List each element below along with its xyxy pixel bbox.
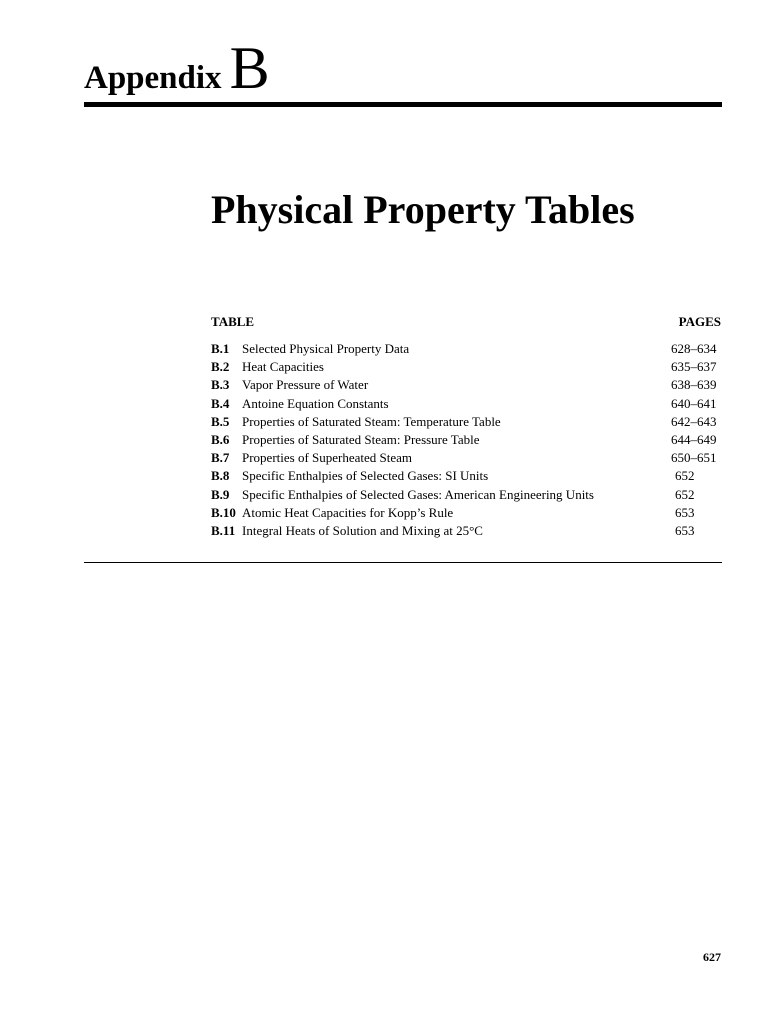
toc-page-range: 652 <box>675 486 695 502</box>
toc-row <box>211 522 722 540</box>
toc-table-title: Specific Enthalpies of Selected Gases: SI Units <box>242 468 489 484</box>
toc-table-title: Vapor Pressure of Water <box>242 377 369 393</box>
appendix-heading <box>84 35 270 101</box>
toc-row <box>211 340 722 358</box>
toc-row <box>211 486 722 504</box>
toc-table-title: Heat Capacities <box>242 359 324 375</box>
toc-page-range: 653 <box>675 504 695 520</box>
toc-page-range: 653 <box>675 522 695 538</box>
page-title: Physical Property Tables <box>211 187 635 232</box>
toc-table-number: B.7 <box>211 450 230 466</box>
toc-table-title: Properties of Superheated Steam <box>242 450 413 466</box>
toc-table-number: B.6 <box>211 431 230 447</box>
toc-row <box>211 504 722 522</box>
toc-table-number: B.8 <box>211 468 230 484</box>
toc-page-range: 652 <box>675 468 695 484</box>
toc-row <box>211 358 722 376</box>
toc-table-number: B.3 <box>211 377 230 393</box>
toc-table-title: Atomic Heat Capacities for Kopp’s Rule <box>242 504 454 520</box>
toc-row <box>211 376 722 394</box>
toc-page-range: 628–634 <box>671 341 717 356</box>
pages-column-header: PAGES <box>678 314 721 329</box>
toc-row <box>211 467 722 485</box>
toc-table-number: B.9 <box>211 486 230 502</box>
toc-table-number: B.5 <box>211 413 230 429</box>
toc-table-title: Properties of Saturated Steam: Pressure Table <box>242 431 480 447</box>
toc-row <box>211 449 722 467</box>
toc-table-number: B.10 <box>211 504 236 520</box>
toc-table-title: Properties of Saturated Steam: Temperature Table <box>242 413 501 429</box>
toc-page-range: 650–651 <box>671 450 717 466</box>
appendix-letter: B <box>229 35 270 101</box>
toc-table-title: Specific Enthalpies of Selected Gases: American Engineering Units <box>242 486 594 502</box>
heading-rule <box>84 102 722 107</box>
toc-table-title: Selected Physical Property Data <box>242 341 410 356</box>
toc-table-number: B.11 <box>211 522 236 538</box>
toc-page-range: 640–641 <box>671 395 717 411</box>
toc-table-title: Integral Heats of Solution and Mixing at 25°C <box>242 522 483 538</box>
toc-table-number: B.1 <box>211 341 230 356</box>
toc-row <box>211 431 722 449</box>
toc-row <box>211 413 722 431</box>
toc-page-range: 635–637 <box>671 359 717 375</box>
appendix-word: Appendix <box>84 60 222 96</box>
toc-row <box>211 395 722 413</box>
page-number: 627 <box>703 950 721 964</box>
toc-table-number: B.2 <box>211 359 230 375</box>
toc-page-range: 642–643 <box>671 413 717 429</box>
bottom-rule <box>84 562 722 563</box>
toc-page-range: 644–649 <box>671 431 717 447</box>
table-of-contents <box>211 340 722 540</box>
toc-page-range: 638–639 <box>671 377 717 393</box>
toc-table-number: B.4 <box>211 395 230 411</box>
table-column-header: TABLE <box>211 314 255 329</box>
toc-table-title: Antoine Equation Constants <box>242 395 389 411</box>
